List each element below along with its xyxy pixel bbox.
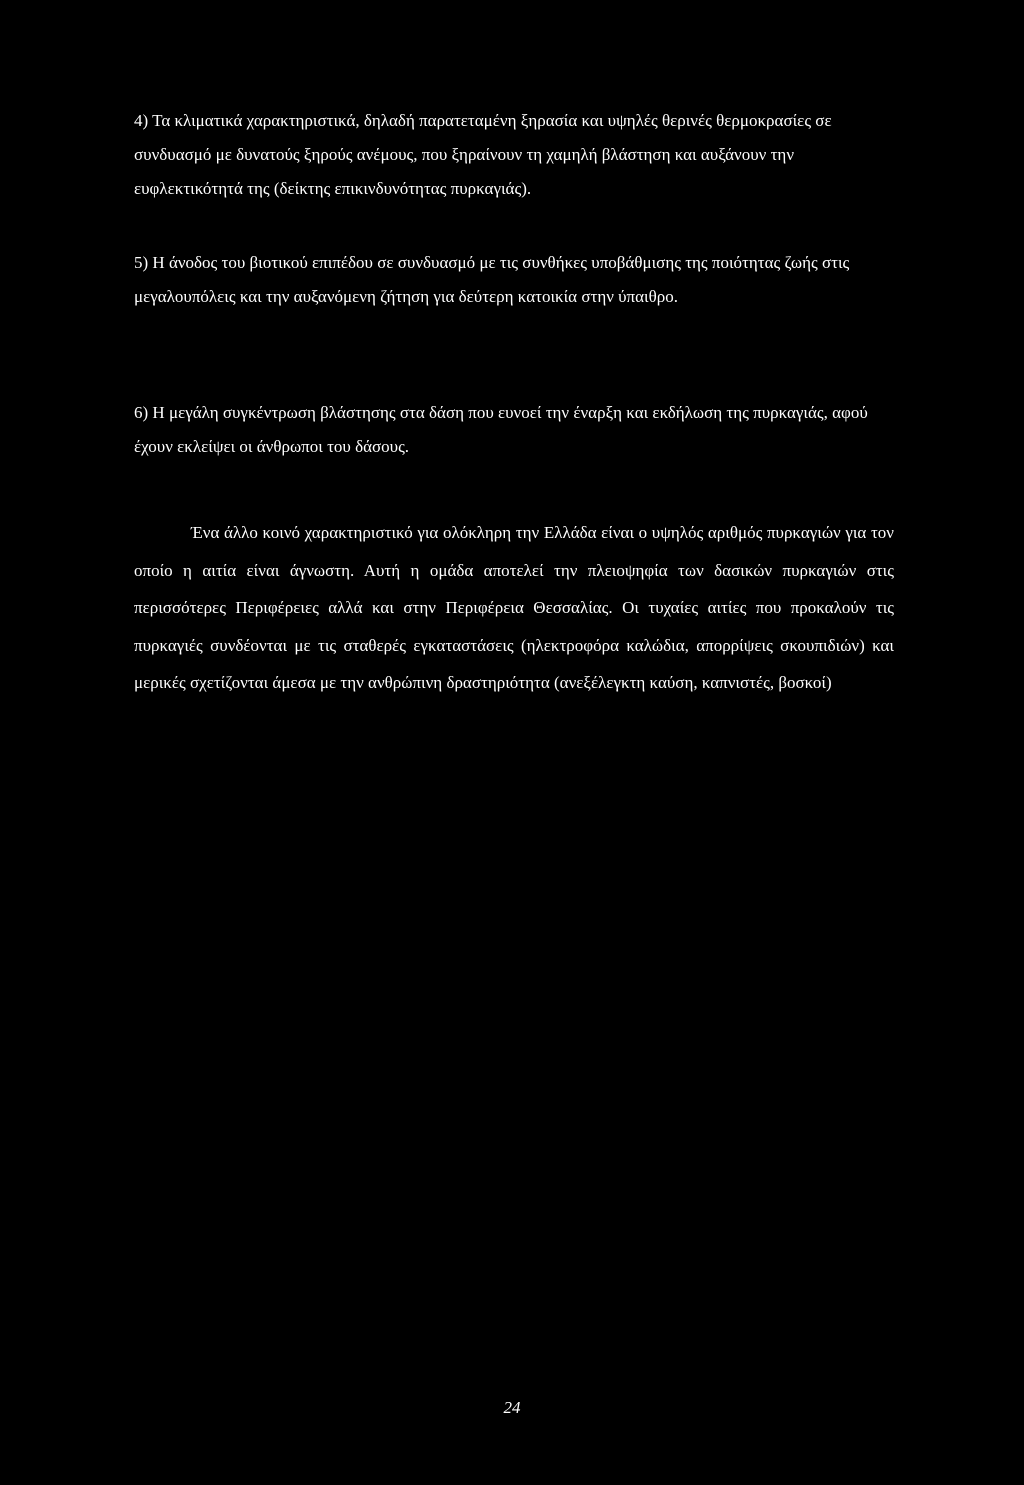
list-item-text: Η άνοδος του βιοτικού επιπέδου σε συνδυασμό με τις συνθήκες υποβάθμισης της ποιότητας ζωής στις μεγαλουπόλεις και την αυξανόμενη ζήτηση για δεύτερη κατοικία στην ύπαιθρο. — [134, 253, 850, 306]
list-item-number: 6) — [134, 403, 149, 422]
list-item-number: 5) — [134, 253, 149, 272]
list-item-6 — [134, 396, 894, 464]
body-paragraph: Ένα άλλο κοινό χαρακτηριστικό για ολόκληρη την Ελλάδα είναι ο υψηλός αριθμός πυρκαγιών για τον οποίο η αιτία είναι άγνωστη. Αυτή η ομάδα αποτελεί την πλειοψηφία των δασικών πυρκαγιών στις περισσότερες Περιφέρειες αλλά και στην Περιφέρεια Θεσσαλίας. Οι τυχαίες αιτίες που προκαλούν τις πυρκαγιές συνδέονται με τις σταθερές εγκαταστάσεις (ηλεκτροφόρα καλώδια, απορρίψεις σκουπιδιών) και μερικές σχετίζονται άμεσα με την ανθρώπινη δραστηριότητα (ανεξέλεγκτη καύση, καπνιστές, βοσκοί) — [134, 523, 894, 692]
list-item-number: 4) — [134, 111, 149, 130]
list-item-5 — [134, 246, 894, 314]
list-item-text: Η μεγάλη συγκέντρωση βλάστησης στα δάση που ευνοεί την έναρξη και εκδήλωση της πυρκαγιάς, αφού έχουν εκλείψει οι άνθρωποι του δάσους. — [134, 403, 868, 456]
list-item-4 — [134, 104, 894, 206]
list-item-text: Τα κλιματικά χαρακτηριστικά, δηλαδή παρατεταμένη ξηρασία και υψηλές θερινές θερμοκρασίες σε συνδυασμό με δυνατούς ξηρούς ανέμους, που ξηραίνουν τη χαμηλή βλάστηση και αυξάνουν την ευφλεκτικότητά της (δείκτης επικινδυνότητας πυρκαγιάς). — [134, 111, 832, 198]
page-number: 24 — [503, 1398, 521, 1417]
